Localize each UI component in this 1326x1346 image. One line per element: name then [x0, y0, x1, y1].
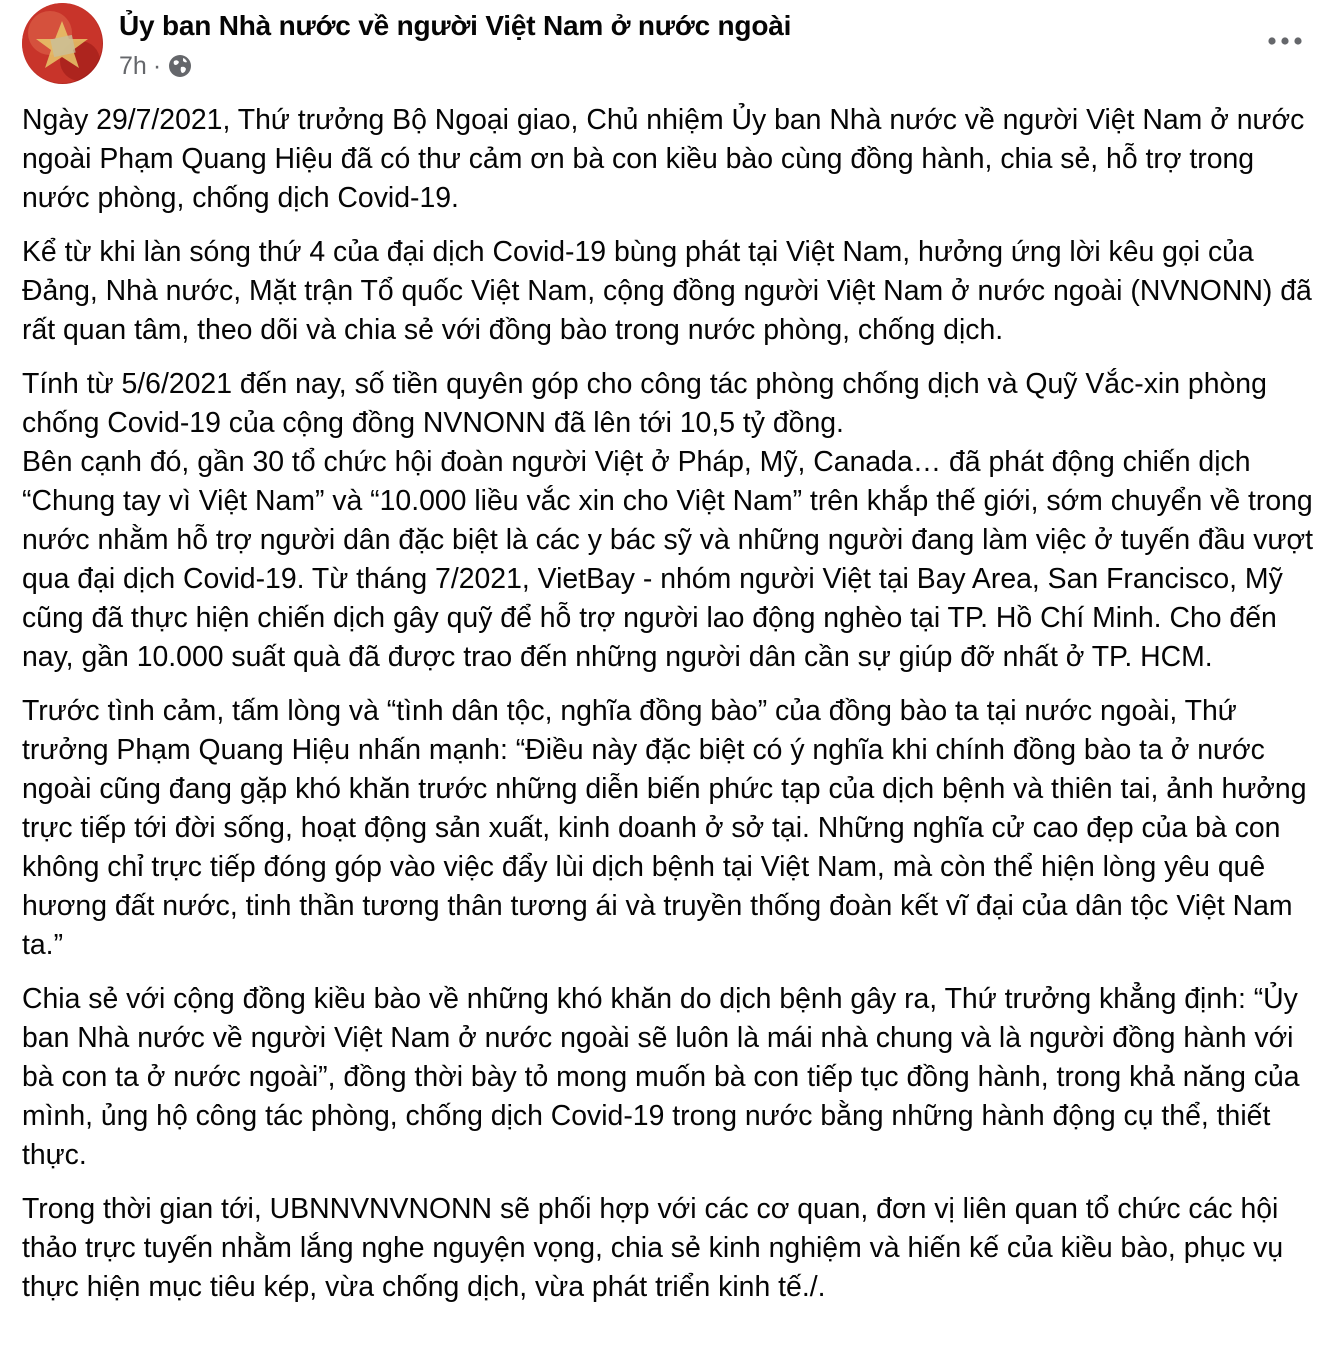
post-timestamp[interactable]: 7h — [119, 51, 147, 80]
post-paragraph: Chia sẻ với cộng đồng kiều bào về những khó khăn do dịch bệnh gây ra, Thứ trưởng khẳng định: “Ủy ban Nhà nước về người Việt Nam ở nước ngoài sẽ luôn là mái nhà chung và là người đồng hành với bà con ta ở nước ngoài”, đồng thời bày tỏ mong muốn bà con tiếp tục đồng hành, trong khả năng của mình, ủng hộ công tác phòng, chống dịch Covid-19 trong nước bằng những hành động cụ thể, thiết thực. — [22, 983, 1300, 1171]
post-paragraph: Tính từ 5/6/2021 đến nay, số tiền quyên góp cho công tác phòng chống dịch và Quỹ Vắc-xin phòng chống Covid-19 của cộng đồng NVNONN đã lên tới 10,5 tỷ đồng. — [22, 368, 1267, 439]
post-paragraph: Trước tình cảm, tấm lòng và “tình dân tộc, nghĩa đồng bào” của đồng bào ta tại nước ngoài, Thứ trưởng Phạm Quang Hiệu nhấn mạnh: “Điều này đặc biệt có ý nghĩa khi chính đồng bào ta ở nước ngoài cũng đang gặp khó khăn trước những diễn biến phức tạp của dịch bệnh và thiên tai, ảnh hưởng trực tiếp tới đời sống, hoạt động sản xuất, kinh doanh ở sở tại. Những nghĩa cử cao đẹp của bà con không chỉ trực tiếp đóng góp vào việc đẩy lùi dịch bệnh tại Việt Nam, mà còn thể hiện lòng yêu quê hương đất nước, tinh thần tương thân tương ái và truyền thống đoàn kết vĩ đại của dân tộc Việt Nam ta.” — [22, 695, 1307, 961]
more-horizontal-icon — [1268, 37, 1302, 45]
post-paragraph: Bên cạnh đó, gần 30 tổ chức hội đoàn người Việt ở Pháp, Mỹ, Canada… đã phát động chiến dịch “Chung tay vì Việt Nam” và “10.000 liều vắc xin cho Việt Nam” trên khắp thế giới, sớm chuyển về trong nước nhằm hỗ trợ người dân đặc biệt là các y bác sỹ và những người đang làm việc ở tuyến đầu vượt qua đại dịch Covid-19. Từ tháng 7/2021, VietBay - nhóm người Việt tại Bay Area, San Francisco, Mỹ cũng đã thực hiện chiến dịch gây quỹ để hỗ trợ người lao động nghèo tại TP. Hồ Chí Minh. Cho đến nay, gần 10.000 suất quà đã được trao đến những người dân cần sự giúp đỡ nhất ở TP. HCM. — [22, 446, 1313, 673]
page-name[interactable]: Ủy ban Nhà nước về người Việt Nam ở nước ngoài — [119, 10, 792, 41]
globe-icon[interactable] — [168, 54, 192, 78]
emblem-icon — [22, 3, 103, 84]
post-paragraph: Kể từ khi làn sóng thứ 4 của đại dịch Covid-19 bùng phát tại Việt Nam, hưởng ứng lời kêu gọi của Đảng, Nhà nước, Mặt trận Tổ quốc Việt Nam, cộng đồng người Việt Nam ở nước ngoài (NVNONN) đã rất quan tâm, theo dõi và chia sẻ với đồng bào trong nước phòng, chống dịch. — [22, 236, 1312, 346]
post-paragraph: Ngày 29/7/2021, Thứ trưởng Bộ Ngoại giao, Chủ nhiệm Ủy ban Nhà nước về người Việt Nam ở nước ngoài Phạm Quang Hiệu đã có thư cảm ơn bà con kiều bào cùng đồng hành, chia sẻ, hỗ trợ trong nước phòng, chống dịch Covid-19. — [22, 104, 1305, 214]
more-options-button[interactable] — [1258, 21, 1312, 61]
meta-separator: · — [152, 51, 162, 80]
post-paragraph: Trong thời gian tới, UBNNVNVNONN sẽ phối hợp với các cơ quan, đơn vị liên quan tổ chức các hội thảo trực tuyến nhằm lắng nghe nguyện vọng, chia sẻ kinh nghiệm và hiến kế của kiều bào, phục vụ thực hiện mục tiêu kép, vừa chống dịch, vừa phát triển kinh tế./. — [22, 1193, 1284, 1303]
post-body — [22, 101, 1318, 1322]
page-avatar[interactable] — [22, 3, 103, 84]
post-meta — [119, 51, 192, 81]
post-header — [22, 3, 1312, 89]
